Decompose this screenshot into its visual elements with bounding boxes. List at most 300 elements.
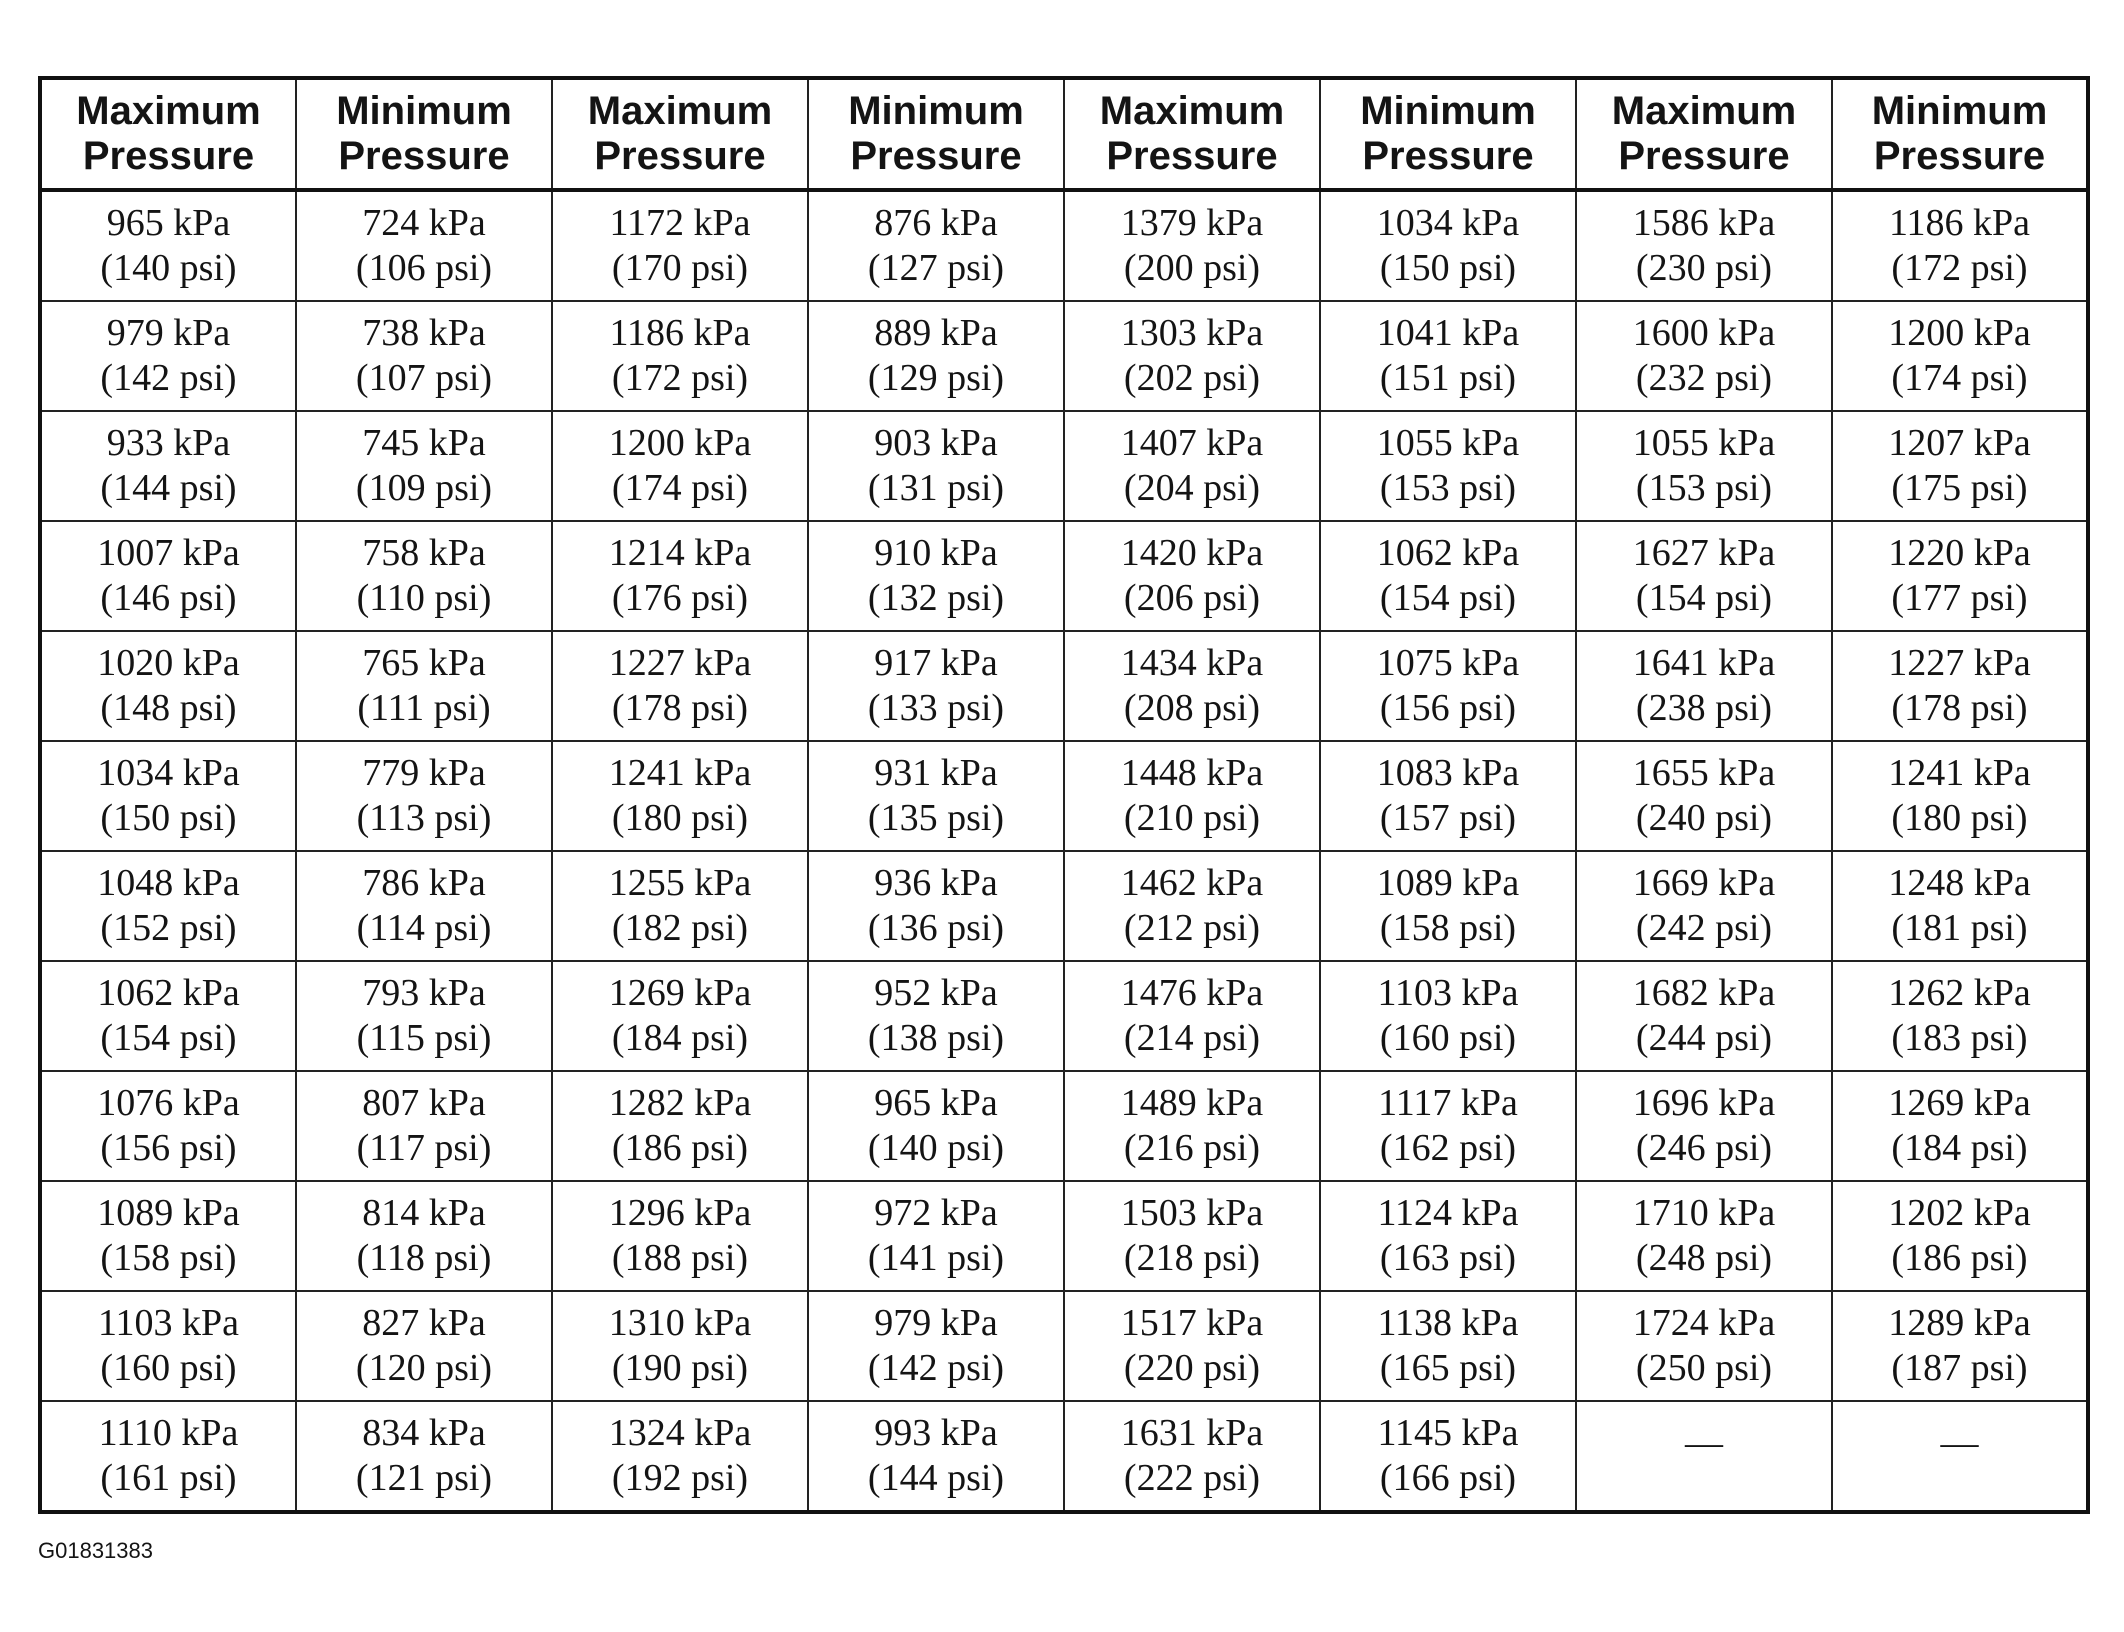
psi-value: (192 psi): [611, 1457, 749, 1499]
psi-value: (115 psi): [356, 1017, 492, 1059]
table-cell: [1576, 1291, 1832, 1401]
psi-value: (170 psi): [611, 247, 749, 289]
kpa-value: 1448 kPa: [1120, 752, 1264, 794]
psi-value: (136 psi): [867, 907, 1005, 949]
table-cell: [40, 1291, 296, 1401]
table-cell: [1064, 190, 1320, 301]
table-cell: [552, 851, 808, 961]
psi-value: (176 psi): [611, 577, 749, 619]
kpa-value: 1248 kPa: [1888, 862, 2031, 904]
table-cell: [1320, 521, 1576, 631]
table-cell: [1576, 1071, 1832, 1181]
psi-value: (184 psi): [611, 1017, 749, 1059]
psi-value: (172 psi): [611, 357, 749, 399]
table-cell: [1832, 190, 2088, 301]
psi-value: (220 psi): [1123, 1347, 1261, 1389]
table-cell: [1576, 741, 1832, 851]
psi-value: (178 psi): [611, 687, 749, 729]
psi-value: (117 psi): [356, 1127, 492, 1169]
kpa-value: 1710 kPa: [1632, 1192, 1776, 1234]
table-cell: [1576, 411, 1832, 521]
table-cell: [40, 851, 296, 961]
column-header-text: Maximum: [1099, 89, 1285, 133]
table-cell: [1832, 1401, 2088, 1512]
psi-value: (150 psi): [1379, 247, 1517, 289]
table-cell: [1576, 631, 1832, 741]
kpa-value: 807 kPa: [362, 1082, 486, 1124]
table-cell: [1064, 1181, 1320, 1291]
table-header-row: [40, 78, 2088, 190]
kpa-value: 1282 kPa: [608, 1082, 752, 1124]
table-cell: [1832, 301, 2088, 411]
psi-value: (208 psi): [1123, 687, 1261, 729]
psi-value: (186 psi): [1891, 1237, 2028, 1279]
column-header-text: Minimum: [336, 89, 512, 133]
psi-value: (187 psi): [1891, 1347, 2028, 1389]
psi-value: (172 psi): [1891, 247, 2028, 289]
kpa-value: 1048 kPa: [97, 862, 240, 904]
table-cell: [1576, 851, 1832, 961]
kpa-value: 1241 kPa: [608, 752, 752, 794]
table-cell: [552, 1071, 808, 1181]
kpa-value: 1214 kPa: [608, 532, 752, 574]
empty-cell-dash: —: [1685, 1421, 1723, 1464]
kpa-value: 1379 kPa: [1120, 202, 1264, 244]
table-cell: [1064, 1291, 1320, 1401]
kpa-value: 993 kPa: [874, 1412, 998, 1454]
table-cell: [1832, 741, 2088, 851]
table-row: [40, 961, 2088, 1071]
kpa-value: 1303 kPa: [1120, 312, 1264, 354]
psi-value: (154 psi): [1379, 577, 1517, 619]
table-row: [40, 1291, 2088, 1401]
column-header-text: Pressure: [338, 134, 510, 178]
kpa-value: 1145 kPa: [1377, 1412, 1519, 1454]
psi-value: (162 psi): [1379, 1127, 1517, 1169]
kpa-value: 765 kPa: [362, 642, 486, 684]
kpa-value: 1269 kPa: [1888, 1082, 2031, 1124]
psi-value: (157 psi): [1379, 797, 1517, 839]
psi-value: (232 psi): [1635, 357, 1773, 399]
kpa-value: 965 kPa: [106, 202, 231, 244]
psi-value: (109 psi): [355, 467, 493, 509]
kpa-value: 936 kPa: [874, 862, 998, 904]
table-cell: [552, 961, 808, 1071]
table-cell: [296, 1071, 552, 1181]
psi-value: (121 psi): [355, 1457, 493, 1499]
kpa-value: 786 kPa: [362, 862, 486, 904]
table-cell: [808, 1401, 1064, 1512]
table-cell: [296, 1291, 552, 1401]
table-cell: [40, 411, 296, 521]
kpa-value: 1075 kPa: [1376, 642, 1520, 684]
psi-value: (158 psi): [1379, 907, 1517, 949]
psi-value: (202 psi): [1123, 357, 1261, 399]
table-cell: [808, 961, 1064, 1071]
psi-value: (146 psi): [100, 577, 237, 619]
column-header-text: Pressure: [82, 134, 255, 178]
psi-value: (114 psi): [356, 907, 492, 949]
kpa-value: 1207 kPa: [1888, 422, 2031, 464]
psi-value: (190 psi): [611, 1347, 749, 1389]
table-row: [40, 1401, 2088, 1512]
psi-value: (150 psi): [100, 797, 237, 839]
psi-value: (129 psi): [867, 357, 1005, 399]
psi-value: (135 psi): [867, 797, 1005, 839]
column-header: [1832, 78, 2088, 190]
kpa-value: 834 kPa: [362, 1412, 486, 1454]
table-cell: [808, 631, 1064, 741]
kpa-value: 1172 kPa: [609, 202, 751, 244]
psi-value: (186 psi): [611, 1127, 749, 1169]
kpa-value: 1641 kPa: [1632, 642, 1776, 684]
psi-value: (142 psi): [100, 357, 237, 399]
table-cell: [1832, 521, 2088, 631]
kpa-value: 1110 kPa: [98, 1412, 239, 1454]
kpa-value: 1124 kPa: [1377, 1192, 1519, 1234]
kpa-value: 1262 kPa: [1888, 972, 2031, 1014]
table-cell: [296, 851, 552, 961]
table-cell: [40, 961, 296, 1071]
kpa-value: 1269 kPa: [608, 972, 752, 1014]
table-cell: [1064, 411, 1320, 521]
table-cell: [1064, 961, 1320, 1071]
table-cell: [1320, 411, 1576, 521]
psi-value: (200 psi): [1123, 247, 1261, 289]
kpa-value: 827 kPa: [362, 1302, 486, 1344]
table-cell: [1064, 301, 1320, 411]
kpa-value: 1200 kPa: [1888, 312, 2031, 354]
kpa-value: 1227 kPa: [608, 642, 752, 684]
kpa-value: 1103 kPa: [97, 1302, 240, 1344]
table-cell: [1832, 1071, 2088, 1181]
kpa-value: 1586 kPa: [1632, 202, 1776, 244]
kpa-value: 1089 kPa: [97, 1192, 240, 1234]
kpa-value: 1655 kPa: [1632, 752, 1776, 794]
table-cell: [1832, 851, 2088, 961]
psi-value: (218 psi): [1123, 1237, 1261, 1279]
table-cell: [296, 1181, 552, 1291]
table-cell: [1576, 521, 1832, 631]
table-cell: [1064, 521, 1320, 631]
table-cell: [1576, 190, 1832, 301]
column-header-text: Pressure: [1106, 134, 1278, 178]
column-header-text: Pressure: [850, 134, 1022, 178]
figure-id: G01831383: [38, 1538, 153, 1563]
kpa-value: 745 kPa: [362, 422, 486, 464]
table-cell: [1320, 741, 1576, 851]
psi-value: (154 psi): [1635, 577, 1773, 619]
table-cell: [1576, 301, 1832, 411]
kpa-value: 1503 kPa: [1120, 1192, 1264, 1234]
table-cell: [40, 521, 296, 631]
table-cell: [552, 631, 808, 741]
kpa-value: 972 kPa: [874, 1192, 998, 1234]
table-cell: [552, 190, 808, 301]
kpa-value: 1055 kPa: [1376, 422, 1520, 464]
table-cell: [808, 1181, 1064, 1291]
table-cell: [296, 741, 552, 851]
table-cell: [40, 631, 296, 741]
kpa-value: 1682 kPa: [1632, 972, 1776, 1014]
psi-value: (140 psi): [867, 1127, 1005, 1169]
kpa-value: 1289 kPa: [1888, 1302, 2031, 1344]
table-cell: [1576, 1401, 1832, 1512]
kpa-value: 1020 kPa: [97, 642, 240, 684]
column-header: [552, 78, 808, 190]
table-cell: [40, 190, 296, 301]
table-cell: [296, 301, 552, 411]
psi-value: (230 psi): [1635, 247, 1773, 289]
table-cell: [808, 301, 1064, 411]
psi-value: (178 psi): [1891, 687, 2028, 729]
psi-value: (156 psi): [100, 1127, 237, 1169]
kpa-value: 1062 kPa: [97, 972, 240, 1014]
table-body: [40, 190, 2088, 1512]
psi-value: (131 psi): [867, 467, 1005, 509]
column-header-text: Minimum: [1871, 89, 2048, 133]
kpa-value: 1489 kPa: [1120, 1082, 1264, 1124]
kpa-value: 1227 kPa: [1888, 642, 2031, 684]
psi-value: (250 psi): [1635, 1347, 1773, 1389]
psi-value: (151 psi): [1379, 357, 1517, 399]
table-cell: [808, 1291, 1064, 1401]
column-header-text: Minimum: [848, 89, 1024, 133]
psi-value: (246 psi): [1635, 1127, 1773, 1169]
table-cell: [552, 1401, 808, 1512]
psi-value: (144 psi): [867, 1457, 1005, 1499]
kpa-value: 1076 kPa: [97, 1082, 240, 1124]
psi-value: (216 psi): [1123, 1127, 1261, 1169]
table-cell: [1576, 1181, 1832, 1291]
table-cell: [1064, 741, 1320, 851]
kpa-value: 1255 kPa: [608, 862, 752, 904]
table-cell: [1320, 1401, 1576, 1512]
table-cell: [552, 521, 808, 631]
table-cell: [1064, 1401, 1320, 1512]
psi-value: (160 psi): [100, 1347, 237, 1389]
kpa-value: 1083 kPa: [1376, 752, 1520, 794]
table-row: [40, 631, 2088, 741]
kpa-value: 1407 kPa: [1120, 422, 1264, 464]
psi-value: (175 psi): [1891, 467, 2028, 509]
psi-value: (222 psi): [1123, 1457, 1261, 1499]
table-cell: [1832, 1291, 2088, 1401]
column-header-text: Pressure: [1362, 134, 1534, 178]
column-header: [808, 78, 1064, 190]
kpa-value: 1034 kPa: [97, 752, 240, 794]
table-cell: [1064, 1071, 1320, 1181]
psi-value: (111 psi): [357, 687, 491, 729]
psi-value: (165 psi): [1379, 1347, 1517, 1389]
psi-value: (113 psi): [356, 797, 492, 839]
kpa-value: 1103 kPa: [1377, 972, 1519, 1014]
table-cell: [1832, 631, 2088, 741]
table-cell: [1320, 961, 1576, 1071]
psi-value: (141 psi): [867, 1237, 1005, 1279]
kpa-value: 933 kPa: [106, 422, 231, 464]
kpa-value: 1517 kPa: [1120, 1302, 1264, 1344]
psi-value: (158 psi): [100, 1237, 237, 1279]
kpa-value: 1138 kPa: [1377, 1302, 1519, 1344]
kpa-value: 1034 kPa: [1376, 202, 1520, 244]
psi-value: (132 psi): [867, 577, 1005, 619]
kpa-value: 1420 kPa: [1120, 532, 1264, 574]
table-cell: [552, 301, 808, 411]
psi-value: (144 psi): [100, 467, 237, 509]
table-cell: [1320, 190, 1576, 301]
psi-value: (107 psi): [355, 357, 493, 399]
kpa-value: 1062 kPa: [1376, 532, 1520, 574]
psi-value: (180 psi): [1891, 797, 2028, 839]
table-cell: [1064, 851, 1320, 961]
kpa-value: 903 kPa: [874, 422, 998, 464]
table-cell: [1576, 961, 1832, 1071]
column-header-text: Pressure: [1618, 134, 1790, 178]
kpa-value: 1041 kPa: [1376, 312, 1520, 354]
table-cell: [808, 190, 1064, 301]
table-cell: [552, 741, 808, 851]
table-cell: [808, 521, 1064, 631]
table-cell: [40, 1181, 296, 1291]
psi-value: (156 psi): [1379, 687, 1517, 729]
psi-value: (188 psi): [611, 1237, 749, 1279]
psi-value: (183 psi): [1891, 1017, 2028, 1059]
table-row: [40, 1181, 2088, 1291]
psi-value: (142 psi): [867, 1347, 1005, 1389]
kpa-value: 1200 kPa: [608, 422, 752, 464]
psi-value: (140 psi): [100, 247, 237, 289]
kpa-value: 793 kPa: [362, 972, 486, 1014]
psi-value: (127 psi): [867, 247, 1005, 289]
table-cell: [296, 190, 552, 301]
psi-value: (248 psi): [1635, 1237, 1773, 1279]
column-header: [1320, 78, 1576, 190]
kpa-value: 965 kPa: [874, 1082, 998, 1124]
kpa-value: 1241 kPa: [1888, 752, 2031, 794]
column-header: [1064, 78, 1320, 190]
psi-value: (148 psi): [100, 687, 237, 729]
table-cell: [1832, 1181, 2088, 1291]
table-cell: [40, 1401, 296, 1512]
psi-value: (214 psi): [1123, 1017, 1261, 1059]
kpa-value: 779 kPa: [362, 752, 486, 794]
kpa-value: 1186 kPa: [1888, 202, 2031, 244]
psi-value: (238 psi): [1635, 687, 1773, 729]
table-cell: [40, 301, 296, 411]
table-row: [40, 411, 2088, 521]
kpa-value: 758 kPa: [362, 532, 486, 574]
table-cell: [296, 521, 552, 631]
table-row: [40, 301, 2088, 411]
psi-value: (240 psi): [1635, 797, 1773, 839]
table-cell: [1320, 301, 1576, 411]
kpa-value: 1089 kPa: [1376, 862, 1520, 904]
kpa-value: 1669 kPa: [1632, 862, 1776, 904]
kpa-value: 1324 kPa: [608, 1412, 752, 1454]
kpa-value: 1202 kPa: [1888, 1192, 2031, 1234]
table-cell: [1320, 851, 1576, 961]
table-row: [40, 521, 2088, 631]
psi-value: (133 psi): [867, 687, 1005, 729]
kpa-value: 1476 kPa: [1120, 972, 1264, 1014]
kpa-value: 1310 kPa: [608, 1302, 752, 1344]
kpa-value: 738 kPa: [362, 312, 486, 354]
column-header-text: Maximum: [76, 89, 261, 133]
psi-value: (206 psi): [1123, 577, 1261, 619]
psi-value: (152 psi): [100, 907, 237, 949]
psi-value: (177 psi): [1891, 577, 2028, 619]
column-header-text: Minimum: [1360, 89, 1536, 133]
psi-value: (110 psi): [356, 577, 492, 619]
table-cell: [1320, 1181, 1576, 1291]
table-cell: [1832, 961, 2088, 1071]
kpa-value: 1462 kPa: [1120, 862, 1264, 904]
psi-value: (153 psi): [1635, 467, 1773, 509]
kpa-value: 889 kPa: [874, 312, 998, 354]
kpa-value: 979 kPa: [106, 312, 231, 354]
psi-value: (174 psi): [1891, 357, 2028, 399]
kpa-value: 1600 kPa: [1632, 312, 1776, 354]
table-cell: [40, 741, 296, 851]
table-cell: [296, 631, 552, 741]
table-cell: [296, 1401, 552, 1512]
psi-value: (212 psi): [1123, 907, 1261, 949]
psi-value: (138 psi): [867, 1017, 1005, 1059]
kpa-value: 917 kPa: [874, 642, 998, 684]
kpa-value: 1296 kPa: [608, 1192, 752, 1234]
table-cell: [296, 411, 552, 521]
psi-value: (106 psi): [355, 247, 493, 289]
psi-value: (210 psi): [1123, 797, 1261, 839]
kpa-value: 1696 kPa: [1632, 1082, 1776, 1124]
table-row: [40, 190, 2088, 301]
psi-value: (153 psi): [1379, 467, 1517, 509]
psi-value: (184 psi): [1891, 1127, 2028, 1169]
kpa-value: 1631 kPa: [1120, 1412, 1264, 1454]
kpa-value: 1220 kPa: [1888, 532, 2031, 574]
column-header-text: Maximum: [587, 89, 773, 133]
kpa-value: 814 kPa: [362, 1192, 486, 1234]
kpa-value: 952 kPa: [874, 972, 998, 1014]
kpa-value: 1007 kPa: [97, 532, 240, 574]
table-cell: [808, 851, 1064, 961]
column-header-text: Pressure: [594, 134, 766, 178]
psi-value: (160 psi): [1379, 1017, 1517, 1059]
kpa-value: 1055 kPa: [1632, 422, 1776, 464]
pressure-table: [38, 76, 2090, 1514]
column-header-text: Pressure: [1873, 134, 2046, 178]
kpa-value: 1186 kPa: [609, 312, 751, 354]
column-header: [296, 78, 552, 190]
kpa-value: 1627 kPa: [1632, 532, 1776, 574]
psi-value: (154 psi): [100, 1017, 237, 1059]
psi-value: (204 psi): [1123, 467, 1261, 509]
table-cell: [808, 741, 1064, 851]
table-cell: [1064, 631, 1320, 741]
psi-value: (181 psi): [1891, 907, 2028, 949]
psi-value: (161 psi): [100, 1457, 237, 1499]
table-cell: [808, 1071, 1064, 1181]
column-header: [40, 78, 296, 190]
table-row: [40, 741, 2088, 851]
psi-value: (174 psi): [611, 467, 749, 509]
psi-value: (163 psi): [1379, 1237, 1517, 1279]
table-cell: [552, 1291, 808, 1401]
psi-value: (180 psi): [611, 797, 749, 839]
psi-value: (244 psi): [1635, 1017, 1773, 1059]
column-header: [1576, 78, 1832, 190]
